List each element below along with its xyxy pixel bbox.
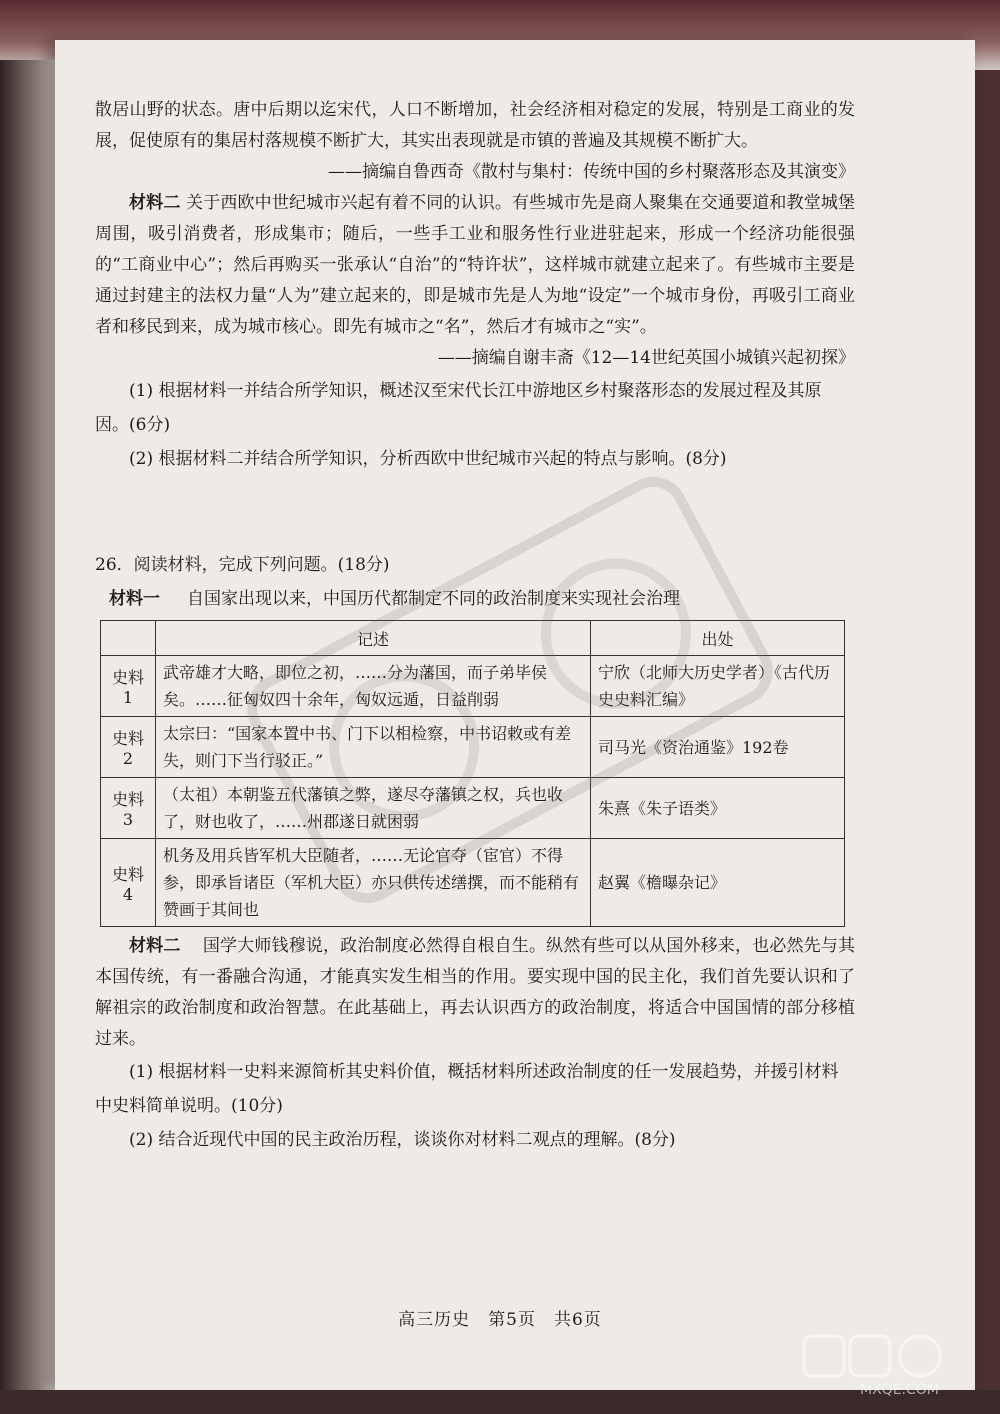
- row-label: 史料4: [101, 839, 156, 927]
- row-origin: 宁欣（北师大历史学者）《古代历史史料汇编》: [591, 656, 845, 717]
- row-record: 机务及用兵皆军机大臣随者，……无论官夺（宦官）不得参，即承旨诸臣（军机大臣）亦只供传述缮撰，而不能稍有赞画于其间也: [156, 839, 591, 927]
- material2-text: 关于西欧中世纪城市兴起有着不同的认识。有些城市先是商人聚集在交通要道和教堂城堡周围，吸引消费者，形成集市；随后，一些手工业和服务性行业进驻起来，形成一个经济功能很强的“工商业中心”；然后再购买一张承认“自治”的“特许状”，这样城市就建立起来了。有些城市主要是通过封建主的法权力量“人为”建立起来的，即是城市先是人为地“设定”一个城市身份，再吸引工商业者和移民到来，成为城市核心。即先有城市之“名”，然后才有城市之“实”。: [95, 193, 856, 337]
- row-label: 史料1: [101, 656, 156, 717]
- material1-tail-text: 散居山野的状态。唐中后期以迄宋代，人口不断增加，社会经济相对稳定的发展，特别是工商业的发展，促使原有的集居村落规模不断扩大，其实出表现就是市镇的普遍及其规模不断扩大。: [95, 100, 855, 151]
- table-header-row: [101, 621, 845, 656]
- bottom-fine-print: [0, 1390, 1000, 1414]
- q26-sub2: (2) 结合近现代中国的民主政治历程，谈谈你对材料二观点的理解。(8分): [129, 1130, 676, 1150]
- page-footer: 高三历史 第5页 共6页: [398, 1310, 602, 1330]
- table-header-record: 记述: [156, 621, 591, 656]
- q25-sub1: (1) 根据材料一并结合所学知识，概述汉至宋代长江中游地区乡村聚落形态的发展过程及其原因。(6分): [95, 381, 822, 435]
- row-record: 武帝雄才大略，即位之初，……分为藩国，而子弟毕侯矣。……征匈奴四十余年，匈奴远遁，日益削弱: [156, 656, 591, 717]
- q26-material2-text: 国学大师钱穆说，政治制度必然得自根自生。纵然有些可以从国外移来，也必然先与其本国传统，有一番融合沟通，才能真实发生相当的作用。要实现中国的民主化，我们首先要认识和了解祖宗的政治制度和政治智慧。在此基础上，再去认识西方的政治制度，将适合中国国情的部分移植过来。: [95, 936, 856, 1049]
- background-left-edge: [0, 60, 55, 1414]
- q26-material1-intro: 自国家出现以来，中国历代都制定不同的政治制度来实现社会治理: [187, 589, 681, 609]
- q25-sub2: (2) 根据材料二并结合所学知识，分析西欧中世纪城市兴起的特点与影响。(8分): [129, 449, 727, 469]
- row-record: 太宗曰：“国家本置中书、门下以相检察，中书诏敕或有差失，则门下当行驳正。”: [156, 717, 591, 778]
- material2-label: 材料二: [129, 193, 181, 213]
- table-header-blank: [101, 621, 156, 656]
- source-table: [100, 620, 845, 927]
- table-row: [101, 778, 845, 839]
- row-origin: 赵翼《檐曝杂记》: [591, 839, 845, 927]
- table-header-origin: 出处: [591, 621, 845, 656]
- material2-citation: ——摘编自谢丰斋《12—14世纪英国小城镇兴起初探》: [437, 348, 855, 368]
- brand-en-text: MXQE.COM: [860, 1382, 939, 1398]
- material2-paragraph: [95, 188, 855, 343]
- row-label: 史料3: [101, 778, 156, 839]
- table-row: [101, 839, 845, 927]
- q26-material1-line: [109, 582, 855, 616]
- row-label: 史料2: [101, 717, 156, 778]
- row-origin: 司马光《资治通鉴》192卷: [591, 717, 845, 778]
- row-record: （太祖）本朝鉴五代藩镇之弊，遂尽夺藩镇之权，兵也收了，财也收了，……州郡遂日就困弱: [156, 778, 591, 839]
- material1-citation: ——摘编自鲁西奇《散村与集村：传统中国的乡村聚落形态及其演变》: [328, 162, 855, 182]
- q26-material1-label: 材料一: [109, 589, 160, 609]
- table-row: [101, 717, 845, 778]
- q26-sub1: (1) 根据材料一史料来源简析其史料价值，概括材料所述政治制度的任一发展趋势，并援引材料中史料简单说明。(10分): [95, 1062, 839, 1116]
- q26-material2-paragraph: [95, 931, 855, 1055]
- page-content: [95, 95, 855, 1157]
- q26-material2-label: 材料二: [129, 936, 181, 956]
- row-origin: 朱熹《朱子语类》: [591, 778, 845, 839]
- table-row: [101, 656, 845, 717]
- q26-title: 26．阅读材料，完成下列问题。(18分): [95, 555, 390, 575]
